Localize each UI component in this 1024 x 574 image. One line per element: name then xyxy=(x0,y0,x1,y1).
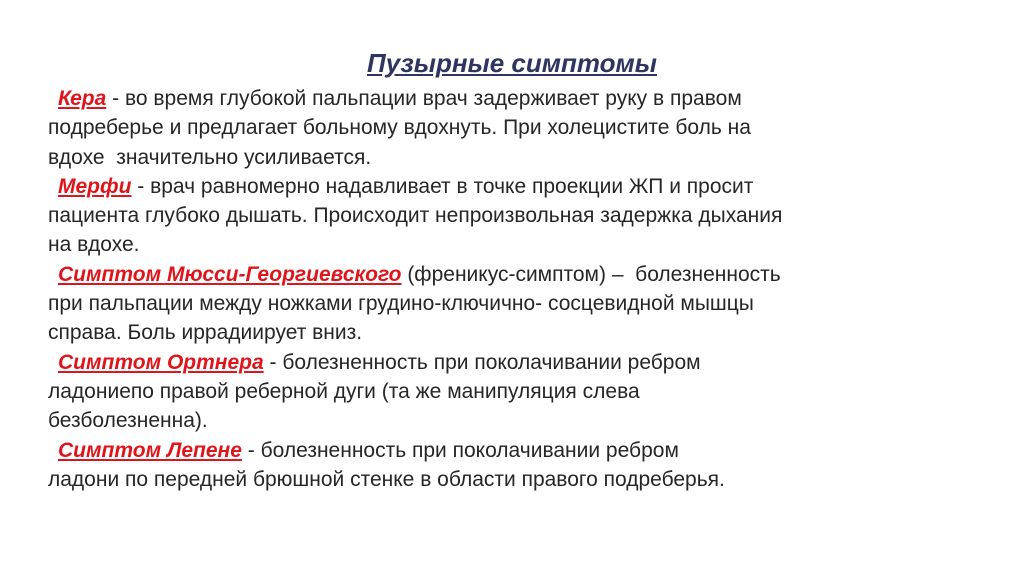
symptom-paragraph-murphy xyxy=(48,172,978,260)
paragraph-text: на вдохе. xyxy=(48,233,140,257)
paragraph-text: подреберье и предлагает больному вдохнуть. При холецистите боль на xyxy=(48,116,751,140)
symptom-term: Симптом Лепене xyxy=(58,438,242,462)
symptom-term: Мерфи xyxy=(58,174,132,198)
paragraph-text: ладони по передней брюшной стенке в области правого подреберья. xyxy=(48,467,725,491)
paragraph-text: вдохе значительно усиливается. xyxy=(48,145,372,169)
paragraph-text: - во время глубокой пальпации врач задерживает руку в правом xyxy=(106,87,742,110)
paragraph-text: - болезненность при поколачивании ребром xyxy=(263,350,701,374)
symptom-paragraph-mussy xyxy=(48,260,978,348)
paragraph-text: ладониепо правой реберной дуги (та же манипуляция слева xyxy=(48,379,640,403)
symptom-term: Симптом Мюсси-Георгиевского xyxy=(58,262,402,286)
symptom-term: Симптом Ортнера xyxy=(58,350,264,374)
symptom-paragraph-lepene xyxy=(48,436,978,495)
paragraph-text: пациента глубоко дышать. Происходит непроизвольная задержка дыхания xyxy=(48,204,783,228)
paragraph-text: справа. Боль иррадиирует вниз. xyxy=(48,321,363,345)
paragraph-text: при пальпации между ножками грудино-ключично- сосцевидной мышцы xyxy=(48,292,754,316)
paragraph-text: (френикус-симптом) – болезненность xyxy=(401,262,781,286)
slide-body xyxy=(48,84,978,494)
slide-title: Пузырные симптомы xyxy=(367,48,657,78)
symptom-term: Кера xyxy=(58,87,107,110)
symptom-paragraph-ortner xyxy=(48,348,978,436)
paragraph-text: - врач равномерно надавливает в точке проекции ЖП и просит xyxy=(131,174,754,198)
paragraph-text: - болезненность при поколачивании ребром xyxy=(241,438,679,462)
paragraph-text: безболезненна). xyxy=(48,409,208,433)
symptom-paragraph-kera xyxy=(48,84,978,172)
